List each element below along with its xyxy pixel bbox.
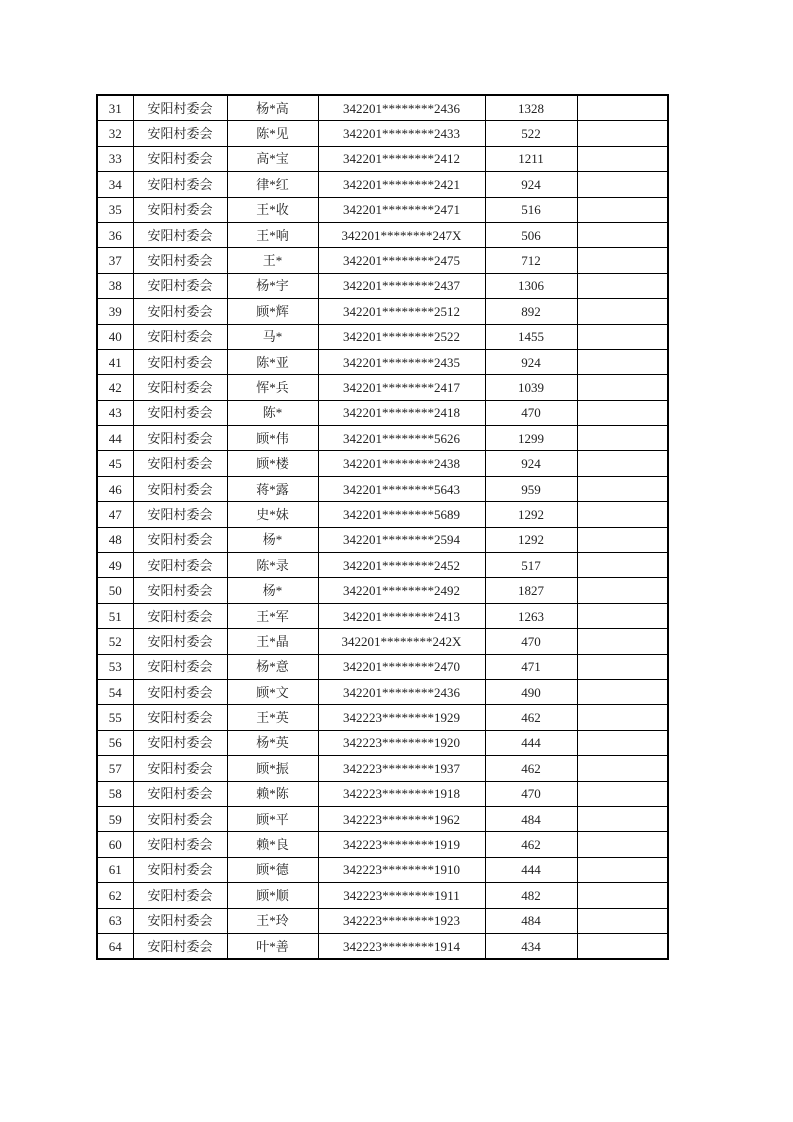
- table-row: [97, 857, 668, 882]
- cell-amount: 924: [485, 349, 577, 374]
- cell-id-number: 342201********5626: [318, 426, 485, 451]
- cell-name: 顾*楼: [227, 451, 318, 476]
- cell-id-number: 342201********2412: [318, 146, 485, 171]
- cell-row-number: 64: [97, 933, 133, 959]
- cell-row-number: 32: [97, 121, 133, 146]
- cell-remark: [577, 95, 668, 121]
- cell-village-committee: 安阳村委会: [133, 197, 227, 222]
- cell-village-committee: 安阳村委会: [133, 146, 227, 171]
- cell-village-committee: 安阳村委会: [133, 95, 227, 121]
- cell-amount: 959: [485, 476, 577, 501]
- cell-id-number: 342201********2471: [318, 197, 485, 222]
- cell-amount: 516: [485, 197, 577, 222]
- cell-id-number: 342223********1914: [318, 933, 485, 959]
- table-row: [97, 197, 668, 222]
- cell-id-number: 342201********2438: [318, 451, 485, 476]
- cell-row-number: 62: [97, 883, 133, 908]
- cell-name: 顾*辉: [227, 299, 318, 324]
- cell-row-number: 53: [97, 654, 133, 679]
- cell-row-number: 56: [97, 730, 133, 755]
- cell-id-number: 342201********242X: [318, 629, 485, 654]
- cell-amount: 712: [485, 248, 577, 273]
- cell-id-number: 342223********1923: [318, 908, 485, 933]
- cell-id-number: 342201********2475: [318, 248, 485, 273]
- cell-remark: [577, 806, 668, 831]
- cell-name: 王*: [227, 248, 318, 273]
- cell-id-number: 342223********1911: [318, 883, 485, 908]
- cell-amount: 1263: [485, 603, 577, 628]
- cell-remark: [577, 527, 668, 552]
- cell-id-number: 342201********2437: [318, 273, 485, 298]
- table-row: [97, 273, 668, 298]
- cell-amount: 1306: [485, 273, 577, 298]
- cell-id-number: 342201********2594: [318, 527, 485, 552]
- table-row: [97, 883, 668, 908]
- cell-amount: 484: [485, 806, 577, 831]
- cell-remark: [577, 679, 668, 704]
- cell-id-number: 342201********5643: [318, 476, 485, 501]
- table-row: [97, 806, 668, 831]
- cell-village-committee: 安阳村委会: [133, 273, 227, 298]
- cell-remark: [577, 476, 668, 501]
- table-row: [97, 527, 668, 552]
- cell-village-committee: 安阳村委会: [133, 730, 227, 755]
- cell-remark: [577, 324, 668, 349]
- cell-remark: [577, 273, 668, 298]
- cell-remark: [577, 629, 668, 654]
- cell-name: 赖*良: [227, 832, 318, 857]
- cell-village-committee: 安阳村委会: [133, 375, 227, 400]
- cell-row-number: 41: [97, 349, 133, 374]
- cell-remark: [577, 248, 668, 273]
- table-row: [97, 349, 668, 374]
- cell-name: 杨*英: [227, 730, 318, 755]
- cell-amount: 462: [485, 832, 577, 857]
- cell-amount: 470: [485, 781, 577, 806]
- cell-name: 顾*顺: [227, 883, 318, 908]
- cell-row-number: 36: [97, 222, 133, 247]
- cell-amount: 471: [485, 654, 577, 679]
- cell-name: 王*英: [227, 705, 318, 730]
- cell-remark: [577, 832, 668, 857]
- cell-remark: [577, 349, 668, 374]
- cell-row-number: 52: [97, 629, 133, 654]
- cell-name: 顾*文: [227, 679, 318, 704]
- cell-row-number: 49: [97, 553, 133, 578]
- cell-row-number: 37: [97, 248, 133, 273]
- table-row: [97, 426, 668, 451]
- cell-name: 陈*见: [227, 121, 318, 146]
- cell-amount: 470: [485, 629, 577, 654]
- cell-village-committee: 安阳村委会: [133, 781, 227, 806]
- cell-row-number: 40: [97, 324, 133, 349]
- cell-village-committee: 安阳村委会: [133, 578, 227, 603]
- cell-row-number: 35: [97, 197, 133, 222]
- cell-id-number: 342201********2492: [318, 578, 485, 603]
- cell-remark: [577, 883, 668, 908]
- cell-name: 杨*高: [227, 95, 318, 121]
- cell-amount: 1328: [485, 95, 577, 121]
- table-row: [97, 375, 668, 400]
- cell-village-committee: 安阳村委会: [133, 527, 227, 552]
- cell-village-committee: 安阳村委会: [133, 933, 227, 959]
- cell-village-committee: 安阳村委会: [133, 679, 227, 704]
- cell-row-number: 58: [97, 781, 133, 806]
- beneficiary-table: [96, 94, 669, 960]
- cell-amount: 1292: [485, 502, 577, 527]
- cell-village-committee: 安阳村委会: [133, 121, 227, 146]
- cell-village-committee: 安阳村委会: [133, 806, 227, 831]
- cell-id-number: 342201********247X: [318, 222, 485, 247]
- cell-village-committee: 安阳村委会: [133, 349, 227, 374]
- cell-id-number: 342201********2512: [318, 299, 485, 324]
- cell-id-number: 342201********2413: [318, 603, 485, 628]
- cell-remark: [577, 756, 668, 781]
- cell-amount: 1299: [485, 426, 577, 451]
- cell-row-number: 46: [97, 476, 133, 501]
- cell-row-number: 48: [97, 527, 133, 552]
- cell-row-number: 47: [97, 502, 133, 527]
- cell-village-committee: 安阳村委会: [133, 502, 227, 527]
- cell-name: 顾*德: [227, 857, 318, 882]
- cell-name: 蒋*露: [227, 476, 318, 501]
- table-row: [97, 502, 668, 527]
- cell-id-number: 342223********1929: [318, 705, 485, 730]
- cell-amount: 924: [485, 451, 577, 476]
- cell-id-number: 342223********1910: [318, 857, 485, 882]
- cell-amount: 1292: [485, 527, 577, 552]
- table-row: [97, 400, 668, 425]
- cell-name: 陈*录: [227, 553, 318, 578]
- cell-remark: [577, 146, 668, 171]
- table-row: [97, 95, 668, 121]
- cell-row-number: 34: [97, 172, 133, 197]
- cell-remark: [577, 730, 668, 755]
- cell-village-committee: 安阳村委会: [133, 222, 227, 247]
- cell-remark: [577, 857, 668, 882]
- cell-row-number: 42: [97, 375, 133, 400]
- cell-name: 王*晶: [227, 629, 318, 654]
- cell-remark: [577, 578, 668, 603]
- cell-village-committee: 安阳村委会: [133, 603, 227, 628]
- cell-row-number: 54: [97, 679, 133, 704]
- cell-row-number: 55: [97, 705, 133, 730]
- table-row: [97, 730, 668, 755]
- cell-remark: [577, 705, 668, 730]
- cell-remark: [577, 172, 668, 197]
- cell-village-committee: 安阳村委会: [133, 654, 227, 679]
- cell-village-committee: 安阳村委会: [133, 756, 227, 781]
- cell-row-number: 63: [97, 908, 133, 933]
- cell-remark: [577, 426, 668, 451]
- cell-row-number: 50: [97, 578, 133, 603]
- cell-name: 杨*: [227, 527, 318, 552]
- cell-village-committee: 安阳村委会: [133, 705, 227, 730]
- cell-name: 陈*: [227, 400, 318, 425]
- cell-row-number: 51: [97, 603, 133, 628]
- cell-name: 高*宝: [227, 146, 318, 171]
- table-row: [97, 781, 668, 806]
- cell-row-number: 33: [97, 146, 133, 171]
- cell-name: 顾*伟: [227, 426, 318, 451]
- cell-name: 恽*兵: [227, 375, 318, 400]
- cell-row-number: 43: [97, 400, 133, 425]
- table-row: [97, 121, 668, 146]
- cell-village-committee: 安阳村委会: [133, 299, 227, 324]
- cell-amount: 482: [485, 883, 577, 908]
- cell-amount: 506: [485, 222, 577, 247]
- cell-amount: 1827: [485, 578, 577, 603]
- cell-id-number: 342201********2421: [318, 172, 485, 197]
- cell-village-committee: 安阳村委会: [133, 324, 227, 349]
- cell-remark: [577, 502, 668, 527]
- cell-name: 赖*陈: [227, 781, 318, 806]
- cell-row-number: 38: [97, 273, 133, 298]
- cell-amount: 892: [485, 299, 577, 324]
- cell-id-number: 342201********2417: [318, 375, 485, 400]
- cell-remark: [577, 933, 668, 959]
- cell-amount: 470: [485, 400, 577, 425]
- cell-amount: 484: [485, 908, 577, 933]
- cell-amount: 444: [485, 730, 577, 755]
- cell-id-number: 342223********1918: [318, 781, 485, 806]
- cell-remark: [577, 603, 668, 628]
- cell-remark: [577, 299, 668, 324]
- cell-name: 王*玲: [227, 908, 318, 933]
- cell-village-committee: 安阳村委会: [133, 426, 227, 451]
- cell-row-number: 59: [97, 806, 133, 831]
- cell-village-committee: 安阳村委会: [133, 553, 227, 578]
- cell-remark: [577, 654, 668, 679]
- cell-id-number: 342201********2470: [318, 654, 485, 679]
- table-row: [97, 248, 668, 273]
- cell-name: 顾*平: [227, 806, 318, 831]
- table-row: [97, 908, 668, 933]
- cell-village-committee: 安阳村委会: [133, 832, 227, 857]
- table-row: [97, 324, 668, 349]
- cell-name: 马*: [227, 324, 318, 349]
- cell-remark: [577, 553, 668, 578]
- table-row: [97, 222, 668, 247]
- table-row: [97, 679, 668, 704]
- cell-name: 顾*振: [227, 756, 318, 781]
- cell-village-committee: 安阳村委会: [133, 476, 227, 501]
- table-row: [97, 603, 668, 628]
- cell-id-number: 342201********2452: [318, 553, 485, 578]
- cell-id-number: 342201********2435: [318, 349, 485, 374]
- table-row: [97, 933, 668, 959]
- cell-remark: [577, 781, 668, 806]
- cell-remark: [577, 197, 668, 222]
- cell-amount: 462: [485, 705, 577, 730]
- cell-row-number: 44: [97, 426, 133, 451]
- cell-remark: [577, 400, 668, 425]
- cell-row-number: 60: [97, 832, 133, 857]
- cell-name: 王*军: [227, 603, 318, 628]
- cell-amount: 924: [485, 172, 577, 197]
- cell-amount: 434: [485, 933, 577, 959]
- cell-village-committee: 安阳村委会: [133, 248, 227, 273]
- cell-name: 陈*亚: [227, 349, 318, 374]
- cell-name: 王*收: [227, 197, 318, 222]
- table-row: [97, 451, 668, 476]
- cell-row-number: 57: [97, 756, 133, 781]
- table-row: [97, 172, 668, 197]
- cell-id-number: 342223********1937: [318, 756, 485, 781]
- table-row: [97, 832, 668, 857]
- cell-amount: 1455: [485, 324, 577, 349]
- table-row: [97, 705, 668, 730]
- table-row: [97, 553, 668, 578]
- cell-row-number: 39: [97, 299, 133, 324]
- cell-id-number: 342201********2436: [318, 95, 485, 121]
- table-row: [97, 146, 668, 171]
- cell-village-committee: 安阳村委会: [133, 629, 227, 654]
- cell-remark: [577, 222, 668, 247]
- cell-name: 史*妹: [227, 502, 318, 527]
- cell-name: 杨*意: [227, 654, 318, 679]
- cell-village-committee: 安阳村委会: [133, 883, 227, 908]
- cell-amount: 462: [485, 756, 577, 781]
- cell-amount: 522: [485, 121, 577, 146]
- cell-amount: 1039: [485, 375, 577, 400]
- cell-name: 王*响: [227, 222, 318, 247]
- table-row: [97, 756, 668, 781]
- cell-village-committee: 安阳村委会: [133, 451, 227, 476]
- cell-remark: [577, 908, 668, 933]
- cell-id-number: 342201********5689: [318, 502, 485, 527]
- cell-name: 叶*善: [227, 933, 318, 959]
- cell-row-number: 31: [97, 95, 133, 121]
- table-row: [97, 299, 668, 324]
- cell-id-number: 342201********2522: [318, 324, 485, 349]
- cell-row-number: 61: [97, 857, 133, 882]
- cell-amount: 1211: [485, 146, 577, 171]
- cell-village-committee: 安阳村委会: [133, 857, 227, 882]
- cell-village-committee: 安阳村委会: [133, 908, 227, 933]
- cell-amount: 517: [485, 553, 577, 578]
- cell-id-number: 342223********1919: [318, 832, 485, 857]
- cell-remark: [577, 451, 668, 476]
- cell-name: 律*红: [227, 172, 318, 197]
- table-row: [97, 578, 668, 603]
- cell-name: 杨*宇: [227, 273, 318, 298]
- table-row: [97, 654, 668, 679]
- table-body: [97, 95, 668, 959]
- table-row: [97, 476, 668, 501]
- cell-village-committee: 安阳村委会: [133, 400, 227, 425]
- cell-amount: 444: [485, 857, 577, 882]
- cell-id-number: 342223********1920: [318, 730, 485, 755]
- cell-village-committee: 安阳村委会: [133, 172, 227, 197]
- table-row: [97, 629, 668, 654]
- cell-id-number: 342223********1962: [318, 806, 485, 831]
- cell-row-number: 45: [97, 451, 133, 476]
- cell-remark: [577, 121, 668, 146]
- cell-amount: 490: [485, 679, 577, 704]
- cell-id-number: 342201********2418: [318, 400, 485, 425]
- cell-id-number: 342201********2433: [318, 121, 485, 146]
- cell-name: 杨*: [227, 578, 318, 603]
- cell-remark: [577, 375, 668, 400]
- cell-id-number: 342201********2436: [318, 679, 485, 704]
